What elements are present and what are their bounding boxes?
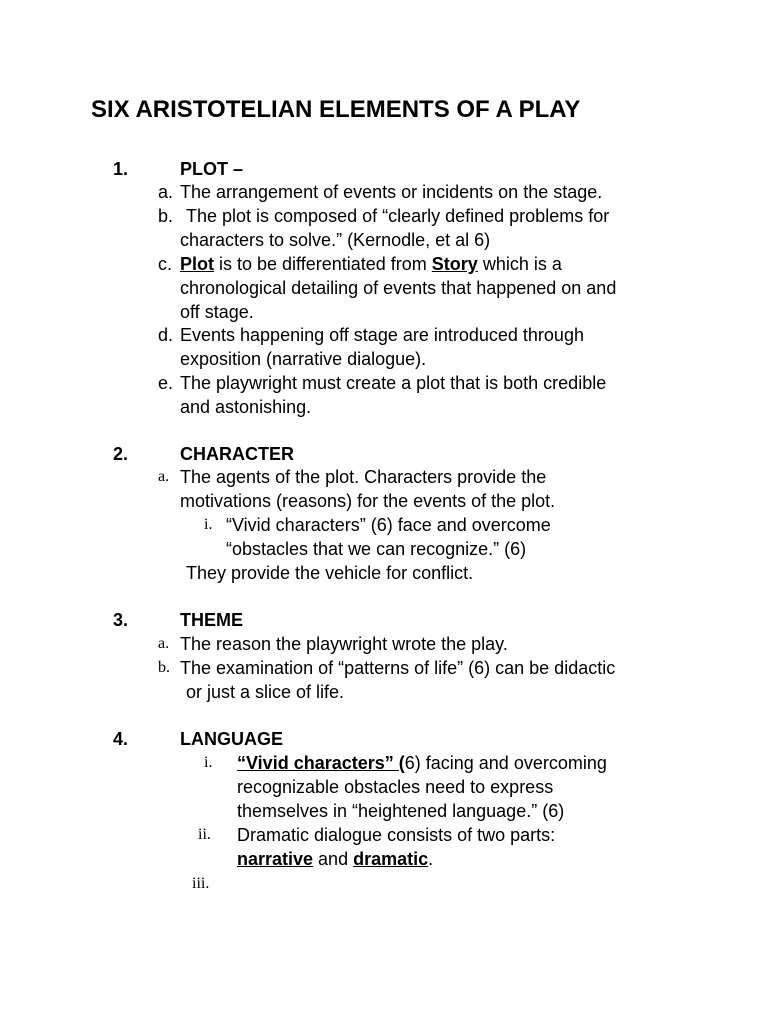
list-marker: d. (158, 325, 174, 345)
term-vivid-characters: “Vivid characters” ( (237, 753, 405, 773)
list-item-text: exposition (narrative dialogue). (180, 349, 427, 369)
text-run: which is a (477, 254, 562, 274)
section-number-theme: 3. (113, 610, 129, 630)
text-run: is to be differentiated from (214, 254, 432, 274)
list-item-text (180, 252, 562, 276)
term-plot: Plot (180, 254, 214, 274)
document-title: SIX ARISTOTELIAN ELEMENTS OF A PLAY (91, 96, 581, 123)
section-heading-language: LANGUAGE (180, 729, 283, 749)
list-item-text: motivations (reasons) for the events of the plot. (180, 491, 556, 511)
list-marker: i. (204, 754, 213, 771)
term-story: Story (431, 254, 478, 274)
list-item-text: “Vivid characters” (6) face and overcome (226, 515, 551, 535)
list-marker: i. (204, 516, 213, 533)
list-item-text: The plot is composed of “clearly defined problems for (186, 206, 610, 226)
text-run: and (313, 849, 354, 869)
list-marker: a. (158, 468, 170, 485)
list-item-text: themselves in “heightened language.” (6) (237, 801, 565, 821)
list-item-text: chronological detailing of events that happened on and (180, 278, 617, 298)
list-marker: a. (158, 182, 174, 202)
list-item-text: The agents of the plot. Characters provide the (180, 467, 547, 487)
list-item-text: The examination of “patterns of life” (6) can be didactic (180, 658, 616, 678)
list-item-text: The arrangement of events or incidents on the stage. (180, 182, 603, 202)
list-item-text: Dramatic dialogue consists of two parts: (237, 825, 556, 845)
list-item-text: The playwright must create a plot that is both credible (180, 373, 607, 393)
section-heading-plot: PLOT – (180, 159, 244, 179)
body-text: They provide the vehicle for conflict. (186, 563, 474, 583)
list-item-text: or just a slice of life. (186, 682, 345, 702)
list-item-text (237, 751, 607, 775)
list-marker: b. (158, 206, 174, 226)
list-item-text: off stage. (180, 302, 254, 322)
section-number-plot: 1. (113, 159, 129, 179)
text-run: 6) facing and overcoming (404, 753, 607, 773)
list-item-text: and astonishing. (180, 397, 312, 417)
list-item-text (237, 847, 433, 871)
term-narrative: narrative (237, 849, 314, 869)
list-item-text: The reason the playwright wrote the play. (180, 634, 508, 654)
list-marker: a. (158, 635, 170, 652)
section-heading-theme: THEME (180, 610, 243, 630)
list-marker: ii. (198, 826, 211, 843)
list-marker: b. (158, 659, 170, 676)
section-number-character: 2. (113, 444, 129, 464)
list-item-text: “obstacles that we can recognize.” (6) (226, 539, 527, 559)
list-item-text: characters to solve.” (Kernodle, et al 6) (180, 230, 491, 250)
list-item-text: recognizable obstacles need to express (237, 777, 554, 797)
section-number-language: 4. (113, 729, 129, 749)
list-marker: iii. (192, 875, 210, 892)
section-heading-character: CHARACTER (180, 444, 294, 464)
list-marker: c. (158, 254, 173, 274)
list-item-text: Events happening off stage are introduced through (180, 325, 584, 345)
term-dramatic: dramatic (353, 849, 429, 869)
list-marker: e. (158, 373, 174, 393)
text-run: . (428, 849, 434, 869)
